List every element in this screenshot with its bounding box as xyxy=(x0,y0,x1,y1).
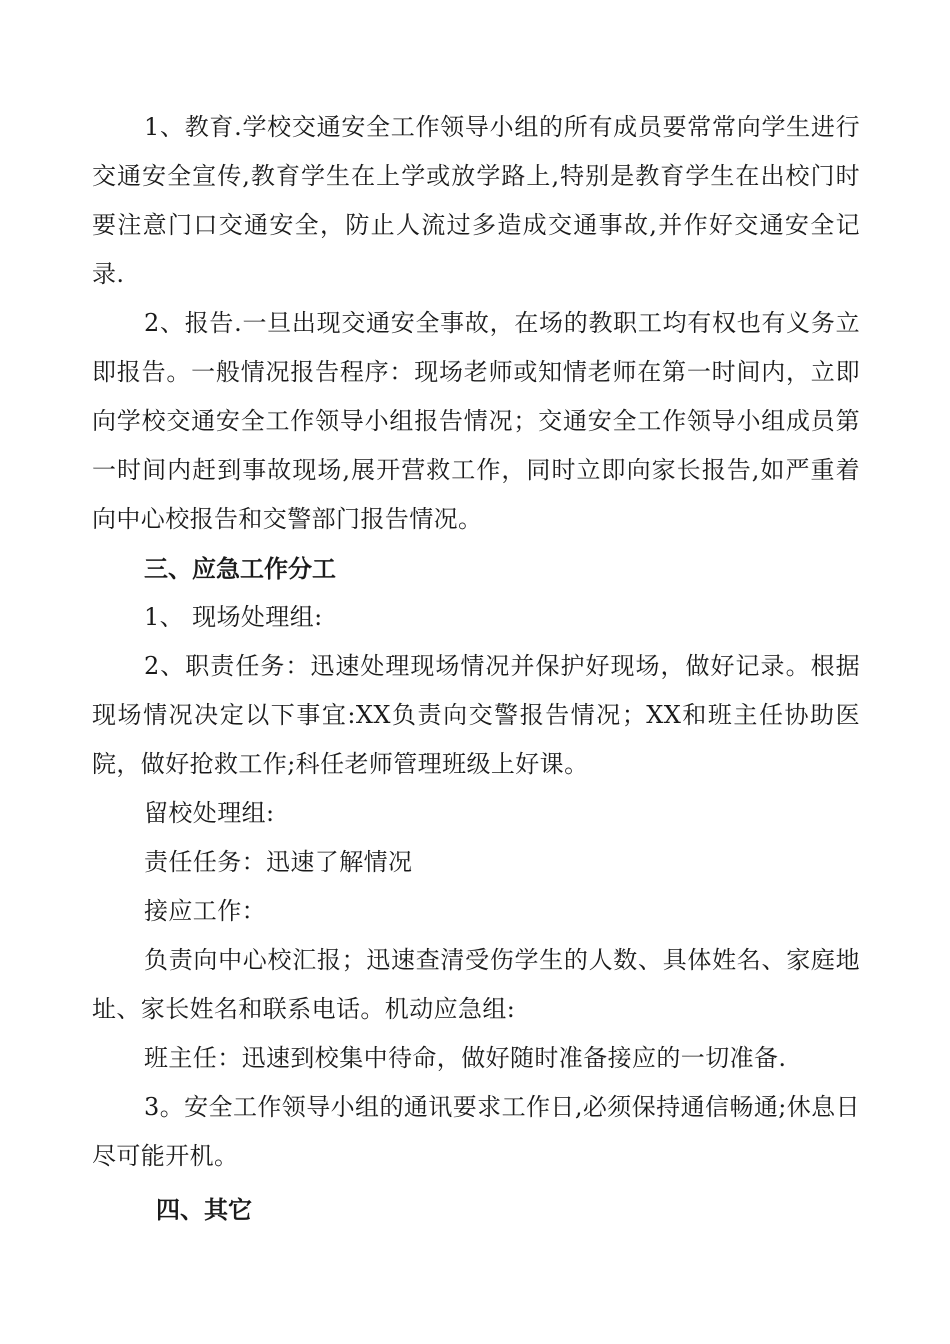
item-responsibility: 责任任务：迅速了解情况 xyxy=(144,848,413,876)
item-school-group: 留校处理组: xyxy=(144,799,275,827)
document-body xyxy=(92,103,860,1234)
section-heading-emergency-division: 三、应急工作分工 xyxy=(144,554,336,583)
section-heading-other: 四、其它 xyxy=(156,1195,252,1224)
item-report-to-center: 负责向中心校汇报；迅速查清受伤学生的人数、具体姓名、家庭地址、家长姓名和联系电话。机动应急组: xyxy=(92,946,860,1023)
item-onsite-group: 1、 现场处理组: xyxy=(144,603,323,631)
item-class-teacher: 班主任：迅速到校集中待命，做好随时准备接应的一切准备. xyxy=(144,1044,787,1072)
item-communication: 3。安全工作领导小组的通讯要求工作日,必须保持通信畅通;休息日尽可能开机。 xyxy=(92,1093,860,1170)
item-duties: 2、职责任务：迅速处理现场情况并保护好现场，做好记录。根据现场情况决定以下事宜:XX负责向交警报告情况；XX和班主任协助医院，做好抢救工作;科任老师管理班级上好课。 xyxy=(92,652,860,778)
paragraph-report: 2、报告.一旦出现交通安全事故，在场的教职工均有权也有义务立即报告。一般情况报告程序：现场老师或知情老师在第一时间内，立即向学校交通安全工作领导小组报告情况；交通安全工作领导小组成员第一时间内赶到事故现场,展开营救工作，同时立即向家长报告,如严重着向中心校报告和交警部门报告情况。 xyxy=(92,309,860,533)
item-reception-work: 接应工作： xyxy=(144,897,266,925)
paragraph-education: 1、教育.学校交通安全工作领导小组的所有成员要常常向学生进行交通安全宣传,教育学生在上学或放学路上,特别是教育学生在出校门时要注意门口交通安全，防止人流过多造成交通事故,并作好交通安全记录. xyxy=(92,113,860,288)
